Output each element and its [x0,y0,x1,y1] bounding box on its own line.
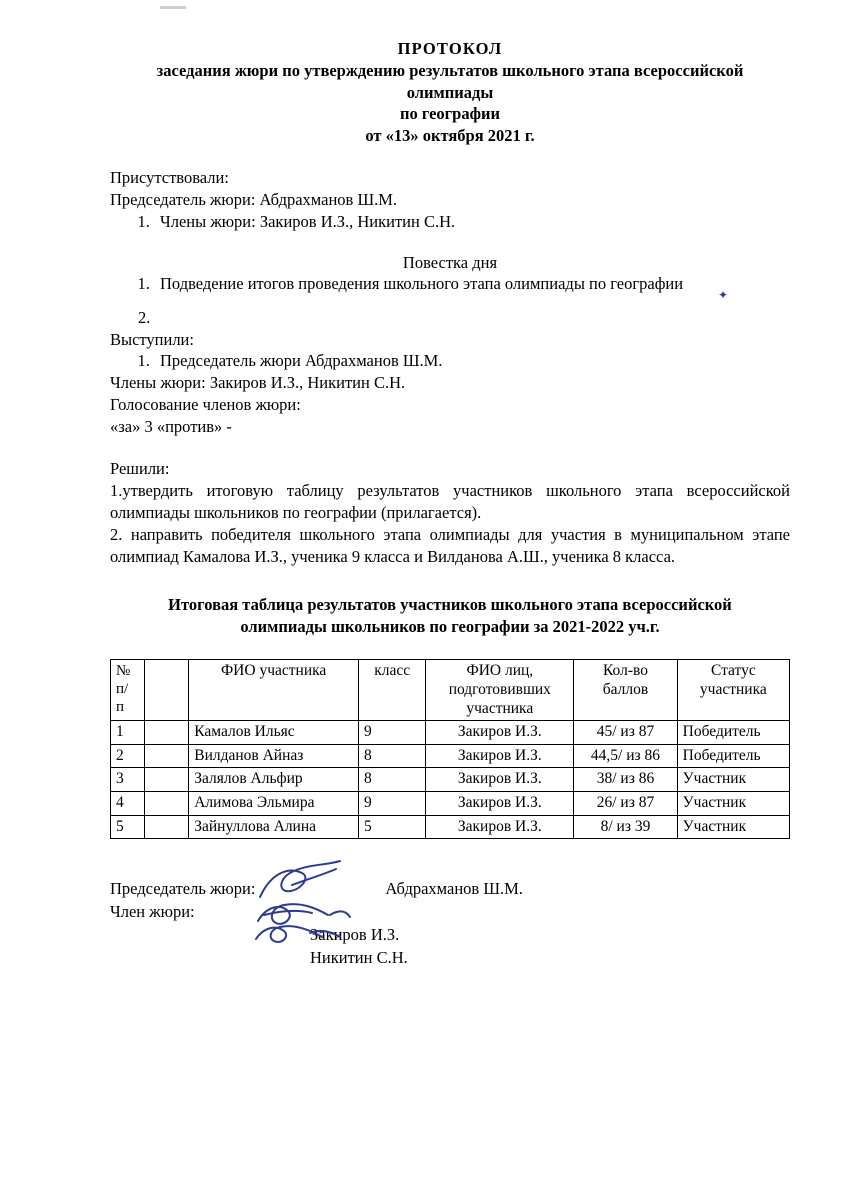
cell-blank [144,815,188,839]
signature-member-name-row-2 [110,946,790,969]
cell-num: 1 [111,721,145,745]
title-subline-1: заседания жюри по утверждению результатов школьного этапа всероссийской [156,60,744,80]
cell-participant-name: Алимова Эльмира [189,791,359,815]
signature-member-row [110,900,790,923]
signature-chairman-label: Председатель жюри: [110,879,256,899]
table-row [111,744,790,768]
cell-class: 9 [359,721,426,745]
decision-2: 2. направить победителя школьного этапа олимпиады для участия в муниципальном этапе олимпиад Камалова И.З., ученика 9 класса и Вилданова А.Ш., ученика 8 класса. [110,525,790,566]
table-row [111,768,790,792]
title-subject: по географии [399,104,501,124]
header-num-l3: п [116,699,125,716]
agenda-item-1: 1. Подведение итогов проведения школьного этапа олимпиады по географии [154,273,790,295]
signature-member-name-2: Никитин С.Н. [310,948,408,968]
cell-preparer: Закиров И.З. [426,815,574,839]
results-table [110,659,790,839]
agenda-list [110,273,790,295]
document-content [110,38,790,970]
cell-status: Победитель [677,744,789,768]
cell-class: 5 [359,815,426,839]
agenda-heading: Повестка дня [402,252,498,272]
header-score: Кол-во баллов [574,660,677,721]
cell-status: Победитель [677,721,789,745]
cell-blank [144,791,188,815]
signature-member-name-row-1 [110,923,790,946]
signature-member-label: Член жюри: [110,902,195,922]
voting-result: «за» 3 «против» - [110,417,232,437]
cell-class: 8 [359,744,426,768]
jury-members-item: 1. Члены жюри: Закиров И.З., Никитин С.Н. [154,211,790,233]
title-subline-2: олимпиады [406,82,494,102]
cell-preparer: Закиров И.З. [426,768,574,792]
cell-blank [144,721,188,745]
cell-participant-name: Зайнуллова Алина [189,815,359,839]
table-row [111,791,790,815]
jury-members-list [110,211,790,233]
spoke-label: Выступили: [110,329,194,349]
table-header-row [111,660,790,721]
scan-edge-artifact [160,6,186,9]
results-table-title [110,594,790,638]
agenda-item-2: 2. [138,307,151,327]
cell-score: 44,5/ из 86 [574,744,677,768]
cell-participant-name: Залялов Альфир [189,768,359,792]
cell-preparer: Закиров И.З. [426,744,574,768]
voting-label: Голосование членов жюри: [110,395,301,415]
spoke-list [110,350,790,372]
cell-score: 38/ из 86 [574,768,677,792]
signature-chairman-name: Абдрахманов Ш.М. [385,879,523,899]
header-num-l2: п/ [116,681,129,698]
header-blank [144,660,188,721]
cell-status: Участник [677,768,789,792]
document-title-block [110,38,790,147]
spoke-item-1: 1. Председатель жюри Абдрахманов Ш.М. [154,350,790,372]
results-table-head [111,660,790,721]
cell-num: 3 [111,768,145,792]
cell-participant-name: Камалов Ильяс [189,721,359,745]
decided-label: Решили: [110,459,170,479]
signatures-block [110,877,790,969]
header-preparer: ФИО лиц, подготовивших участника [426,660,574,721]
header-participant-name: ФИО участника [189,660,359,721]
cell-blank [144,744,188,768]
chairman-line: Председатель жюри: Абдрахманов Ш.М. [110,189,398,209]
cell-class: 9 [359,791,426,815]
results-table-title-line-2: олимпиады школьников по географии за 2021-2022 уч.г. [240,616,660,636]
cell-score: 45/ из 87 [574,721,677,745]
header-status: Статус участника [677,660,789,721]
cell-participant-name: Вилданов Айназ [189,744,359,768]
table-row [111,815,790,839]
cell-class: 8 [359,768,426,792]
header-class: класс [359,660,426,721]
cell-status: Участник [677,815,789,839]
header-num [111,660,145,721]
title-date: от «13» октября 2021 г. [365,126,535,146]
signature-member-name-1: Закиров И.З. [310,925,400,945]
results-table-title-line-1: Итоговая таблица результатов участников школьного этапа всероссийской [168,594,732,614]
header-num-l1: № [116,663,131,680]
spoke-members: Члены жюри: Закиров И.З., Никитин С.Н. [110,373,406,393]
page-title: ПРОТОКОЛ [397,39,503,58]
results-table-body [111,721,790,839]
signature-chairman-row [110,877,790,900]
cell-preparer: Закиров И.З. [426,791,574,815]
attendees-label: Присутствовали: [110,167,229,187]
stray-ink-mark: ✦ [718,288,729,302]
table-row [111,721,790,745]
decision-1: 1.утвердить итоговую таблицу результатов участников школьного этапа всероссийской олимпиады школьников по географии (прилагается). [110,481,790,523]
cell-num: 2 [111,744,145,768]
cell-blank [144,768,188,792]
cell-num: 4 [111,791,145,815]
cell-preparer: Закиров И.З. [426,721,574,745]
cell-score: 26/ из 87 [574,791,677,815]
cell-num: 5 [111,815,145,839]
cell-score: 8/ из 39 [574,815,677,839]
cell-status: Участник [677,791,789,815]
